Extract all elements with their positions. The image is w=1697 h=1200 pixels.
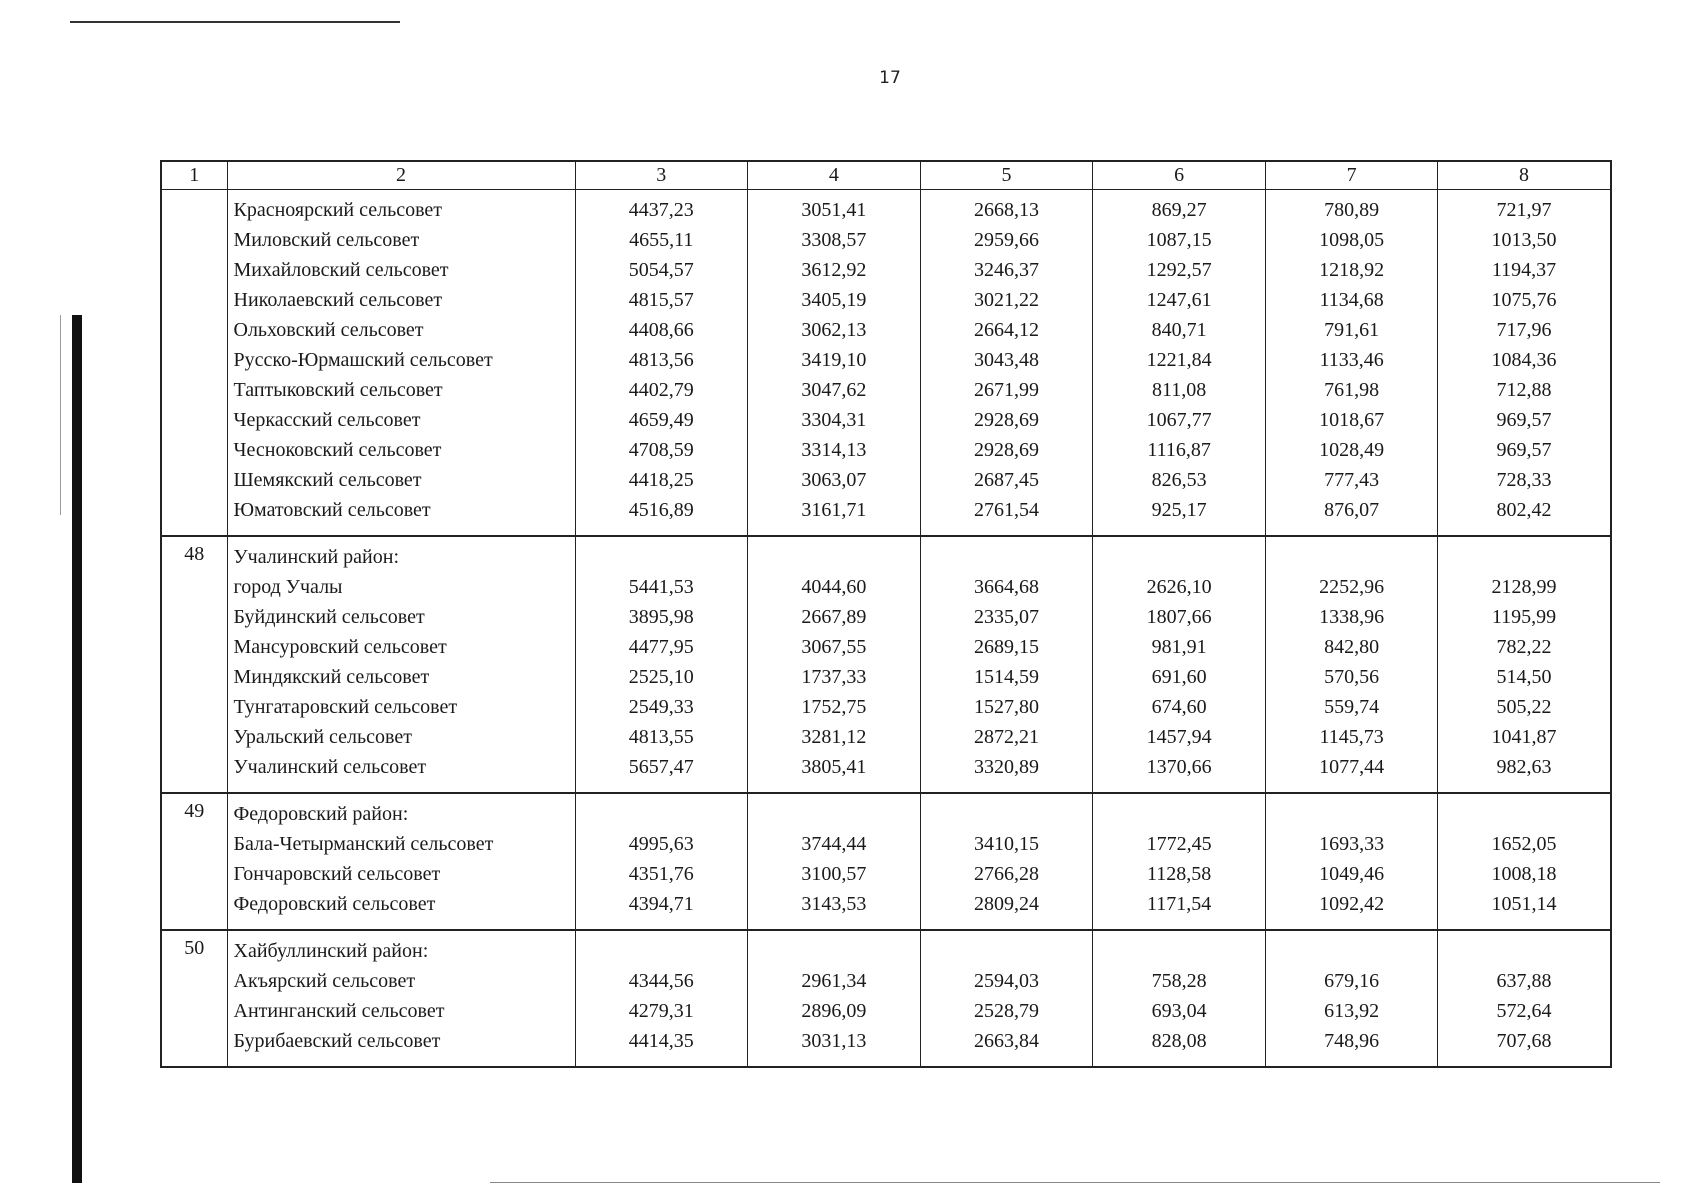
settlement-name: Бала-Четырманский сельсовет [233,833,494,855]
value-cell: 3612,92 [801,259,867,281]
column-header: 4 [748,161,921,190]
value-cell: 869,27 [1151,199,1207,221]
value-cell: 981,91 [1151,636,1207,658]
value-column-cell [1093,793,1266,930]
settlement-name: Ольховский сельсовет [233,319,424,341]
value-column-cell [1265,536,1438,793]
value-column-cell [1438,793,1611,930]
title-spacer [921,799,1093,829]
value-cell: 2525,10 [628,666,694,688]
value-cell: 4418,25 [628,469,694,491]
table-row [161,930,1611,1067]
value-cell: 2961,34 [801,970,867,992]
value-cell: 876,07 [1324,499,1380,521]
table-group [161,536,1611,793]
value-cell: 4659,49 [628,409,694,431]
value-cell: 780,89 [1324,199,1380,221]
value-column-cell [920,536,1093,793]
settlement-name: Бурибаевский сельсовет [233,1030,441,1052]
value-cell: 2663,84 [973,1030,1039,1052]
value-cell: 1292,57 [1146,259,1212,281]
value-cell: 4477,95 [628,636,694,658]
value-cell: 3744,44 [801,833,867,855]
value-cell: 969,57 [1496,439,1552,461]
value-cell: 1652,05 [1491,833,1557,855]
value-cell: 1077,44 [1319,756,1385,778]
settlement-name: Юматовский сельсовет [233,499,431,521]
title-spacer [1266,936,1438,966]
value-cell: 1218,92 [1319,259,1385,281]
title-spacer [576,542,748,572]
column-header: 7 [1265,161,1438,190]
value-cell: 1075,76 [1491,289,1557,311]
value-cell: 637,88 [1496,970,1552,992]
value-cell: 3062,13 [801,319,867,341]
value-column-cell [1438,536,1611,793]
value-cell: 2671,99 [973,379,1039,401]
value-cell: 691,60 [1151,666,1207,688]
title-spacer [921,542,1093,572]
value-column-cell [1438,930,1611,1067]
value-cell: 4708,59 [628,439,694,461]
value-cell: 613,92 [1324,1000,1380,1022]
value-cell: 2872,21 [973,726,1039,748]
value-cell: 828,08 [1151,1030,1207,1052]
value-cell: 1737,33 [801,666,867,688]
value-cell: 728,33 [1496,469,1552,491]
value-column-cell [748,536,921,793]
value-cell: 1092,42 [1319,893,1385,915]
value-cell: 2959,66 [973,229,1039,251]
value-cell: 4394,71 [628,893,694,915]
value-column-cell [748,930,921,1067]
value-cell: 3304,31 [801,409,867,431]
value-cell: 842,80 [1324,636,1380,658]
settlement-name: Таптыковский сельсовет [233,379,443,401]
value-cell: 1013,50 [1491,229,1557,251]
settlement-name: город Учалы [233,576,343,598]
value-cell: 840,71 [1151,319,1207,341]
value-cell: 1194,37 [1491,259,1557,281]
settlement-name: Тунгатаровский сельсовет [233,696,458,718]
settlement-name: Красноярский сельсовет [233,199,443,221]
title-spacer [576,799,748,829]
value-cell: 2664,12 [973,319,1039,341]
column-header: 3 [575,161,748,190]
value-cell: 2594,03 [973,970,1039,992]
value-column-cell [920,793,1093,930]
name-column-cell [227,793,575,930]
column-header: 8 [1438,161,1611,190]
value-cell: 4815,57 [628,289,694,311]
value-column-cell [748,190,921,537]
title-spacer [1266,799,1438,829]
column-header: 5 [920,161,1093,190]
value-cell: 721,97 [1496,199,1552,221]
value-column-cell [1265,793,1438,930]
value-cell: 3320,89 [973,756,1039,778]
value-cell: 1693,33 [1319,833,1385,855]
value-cell: 693,04 [1151,1000,1207,1022]
value-cell: 4995,63 [628,833,694,855]
value-cell: 777,43 [1324,469,1380,491]
settlement-name: Антинганский сельсовет [233,1000,445,1022]
value-cell: 1807,66 [1146,606,1212,628]
settlement-name: Уральский сельсовет [233,726,412,748]
title-spacer [748,799,920,829]
value-cell: 572,64 [1496,1000,1552,1022]
value-cell: 3246,37 [973,259,1039,281]
value-cell: 1247,61 [1146,289,1212,311]
column-header: 6 [1093,161,1266,190]
district-title: Федоровский район: [233,803,409,825]
settlement-name: Акъярский сельсовет [233,970,416,992]
value-cell: 4044,60 [801,576,867,598]
value-cell: 712,88 [1496,379,1552,401]
settlement-name: Буйдинский сельсовет [233,606,425,628]
settlement-name: Учалинский сельсовет [233,756,427,778]
value-cell: 1221,84 [1146,349,1212,371]
value-cell: 5657,47 [628,756,694,778]
value-cell: 3314,13 [801,439,867,461]
title-spacer [1438,936,1609,966]
column-header: 2 [227,161,575,190]
value-cell: 2809,24 [973,893,1039,915]
value-cell: 1087,15 [1146,229,1212,251]
value-cell: 3419,10 [801,349,867,371]
group-number: 50 [161,930,227,1067]
value-cell: 3031,13 [801,1030,867,1052]
page-number: 17 [879,68,901,88]
value-cell: 3281,12 [801,726,867,748]
value-cell: 559,74 [1324,696,1380,718]
value-cell: 505,22 [1496,696,1552,718]
settlement-name: Федоровский сельсовет [233,893,436,915]
value-cell: 2687,45 [973,469,1039,491]
value-column-cell [1265,190,1438,537]
title-spacer [1438,542,1609,572]
value-cell: 811,08 [1151,379,1207,401]
group-number: 49 [161,793,227,930]
value-cell: 982,63 [1496,756,1552,778]
value-cell: 4351,76 [628,863,694,885]
district-title: Хайбуллинский район: [233,940,429,962]
value-cell: 1195,99 [1491,606,1557,628]
table-row [161,190,1611,537]
settlement-name: Чесноковский сельсовет [233,439,442,461]
value-cell: 5054,57 [628,259,694,281]
name-column-cell [227,190,575,537]
value-cell: 3308,57 [801,229,867,251]
value-cell: 1772,45 [1146,833,1212,855]
value-column-cell [575,793,748,930]
value-cell: 969,57 [1496,409,1552,431]
value-cell: 3161,71 [801,499,867,521]
value-cell: 2626,10 [1146,576,1212,598]
value-cell: 1116,87 [1147,439,1211,461]
value-cell: 1514,59 [973,666,1039,688]
settlement-name: Черкасский сельсовет [233,409,421,431]
title-spacer [748,936,920,966]
value-cell: 674,60 [1151,696,1207,718]
value-cell: 782,22 [1496,636,1552,658]
value-cell: 2896,09 [801,1000,867,1022]
value-cell: 4414,35 [628,1030,694,1052]
value-cell: 791,61 [1324,319,1380,341]
value-cell: 3063,07 [801,469,867,491]
value-cell: 3051,41 [801,199,867,221]
value-cell: 4279,31 [628,1000,694,1022]
group-number: 48 [161,536,227,793]
value-cell: 1067,77 [1146,409,1212,431]
value-column-cell [1265,930,1438,1067]
value-cell: 761,98 [1324,379,1380,401]
value-column-cell [1093,930,1266,1067]
value-cell: 1049,46 [1319,863,1385,885]
value-cell: 1008,18 [1491,863,1557,885]
settlement-name: Русско-Юрмашский сельсовет [233,349,493,371]
table-row [161,536,1611,793]
value-cell: 3895,98 [628,606,694,628]
table-group [161,930,1611,1067]
value-cell: 1018,67 [1319,409,1385,431]
value-cell: 826,53 [1151,469,1207,491]
value-cell: 707,68 [1496,1030,1552,1052]
value-cell: 4813,56 [628,349,694,371]
value-cell: 1134,68 [1319,289,1384,311]
value-cell: 748,96 [1324,1030,1380,1052]
value-cell: 3143,53 [801,893,867,915]
title-spacer [576,936,748,966]
value-column-cell [575,190,748,537]
value-cell: 3664,68 [973,576,1039,598]
value-cell: 1133,46 [1319,349,1384,371]
value-cell: 4655,11 [629,229,694,251]
value-cell: 3805,41 [801,756,867,778]
value-column-cell [1093,190,1266,537]
value-cell: 4408,66 [628,319,694,341]
value-cell: 514,50 [1496,666,1552,688]
value-cell: 1457,94 [1146,726,1212,748]
header-row [161,161,1611,190]
settlement-name: Гончаровский сельсовет [233,863,441,885]
scan-edge-line [60,315,61,515]
settlement-name: Михайловский сельсовет [233,259,449,281]
group-number [161,190,227,537]
value-cell: 4516,89 [628,499,694,521]
settlement-name: Николаевский сельсовет [233,289,443,311]
title-spacer [1093,799,1265,829]
value-cell: 4813,55 [628,726,694,748]
table-group [161,190,1611,537]
value-cell: 3021,22 [973,289,1039,311]
value-cell: 1128,58 [1146,863,1212,885]
value-cell: 717,96 [1496,319,1552,341]
value-cell: 4437,23 [628,199,694,221]
scan-edge-bar [72,315,82,1183]
value-cell: 3047,62 [801,379,867,401]
title-spacer [1438,799,1609,829]
value-cell: 679,16 [1324,970,1380,992]
value-cell: 2668,13 [973,199,1039,221]
value-column-cell [920,190,1093,537]
value-cell: 3410,15 [973,833,1039,855]
value-cell: 802,42 [1496,499,1552,521]
top-rule [70,21,400,23]
value-cell: 4402,79 [628,379,694,401]
value-cell: 2128,99 [1491,576,1557,598]
title-spacer [1266,542,1438,572]
value-cell: 1041,87 [1491,726,1557,748]
value-cell: 2761,54 [973,499,1039,521]
value-cell: 2689,15 [973,636,1039,658]
value-cell: 3405,19 [801,289,867,311]
name-column-cell [227,930,575,1067]
value-cell: 2928,69 [973,439,1039,461]
value-cell: 1370,66 [1146,756,1212,778]
table-group [161,793,1611,930]
value-cell: 2928,69 [973,409,1039,431]
data-table [160,160,1612,1068]
value-cell: 2667,89 [801,606,867,628]
value-cell: 1145,73 [1319,726,1384,748]
settlement-name: Мансуровский сельсовет [233,636,447,658]
value-cell: 4344,56 [628,970,694,992]
value-cell: 1338,96 [1319,606,1385,628]
title-spacer [921,936,1093,966]
value-cell: 758,28 [1151,970,1207,992]
value-cell: 1752,75 [801,696,867,718]
title-spacer [748,542,920,572]
value-column-cell [1093,536,1266,793]
value-cell: 3043,48 [973,349,1039,371]
value-column-cell [575,930,748,1067]
value-cell: 2252,96 [1319,576,1385,598]
district-title: Учалинский район: [233,546,399,568]
value-cell: 1527,80 [973,696,1039,718]
bottom-rule [490,1182,1660,1183]
value-cell: 1084,36 [1491,349,1557,371]
value-cell: 2766,28 [973,863,1039,885]
name-column-cell [227,536,575,793]
value-cell: 570,56 [1324,666,1380,688]
title-spacer [1093,936,1265,966]
value-column-cell [748,793,921,930]
value-cell: 1051,14 [1491,893,1557,915]
value-cell: 1028,49 [1319,439,1385,461]
value-cell: 925,17 [1151,499,1207,521]
value-cell: 3067,55 [801,636,867,658]
value-column-cell [920,930,1093,1067]
settlement-name: Миндякский сельсовет [233,666,430,688]
settlement-name: Шемякский сельсовет [233,469,422,491]
value-cell: 5441,53 [628,576,694,598]
value-column-cell [1438,190,1611,537]
value-cell: 2335,07 [973,606,1039,628]
value-cell: 3100,57 [801,863,867,885]
value-cell: 2549,33 [628,696,694,718]
column-header: 1 [161,161,227,190]
value-column-cell [575,536,748,793]
value-cell: 2528,79 [973,1000,1039,1022]
value-cell: 1171,54 [1146,893,1212,915]
table-row [161,793,1611,930]
settlement-name: Миловский сельсовет [233,229,420,251]
value-cell: 1098,05 [1319,229,1385,251]
title-spacer [1093,542,1265,572]
